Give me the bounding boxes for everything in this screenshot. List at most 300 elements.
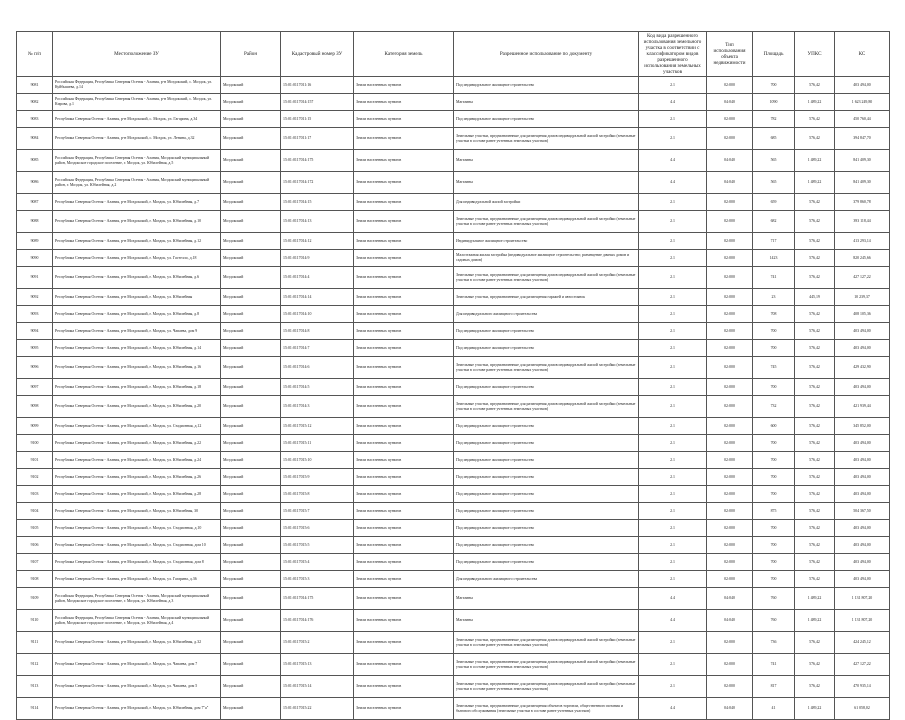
cell-district: Моздокский bbox=[221, 194, 281, 211]
cell-district: Моздокский bbox=[221, 150, 281, 172]
cell-location: Республика Северная Осетия - Алания, р-н Моздокский, г. Моздок, ул. Юбилейная, дом 7"а" bbox=[53, 698, 221, 720]
table-row bbox=[17, 306, 890, 323]
cell-district: Моздокский bbox=[221, 340, 281, 357]
cell-usage: Под индивидуальное жилищное строительство bbox=[454, 486, 639, 503]
cell-district: Моздокский bbox=[221, 676, 281, 698]
cell-type: 04:040 bbox=[707, 588, 753, 610]
cell-ks: 450 760,44 bbox=[835, 111, 890, 128]
cell-ks: 413 293,14 bbox=[835, 233, 890, 250]
cell-num: 9090 bbox=[17, 250, 53, 267]
cell-ks: 1 131 807,20 bbox=[835, 610, 890, 632]
cell-usage: Магазины bbox=[454, 172, 639, 194]
cell-category: Земли населенных пунктов bbox=[354, 94, 454, 111]
cell-area: 875 bbox=[753, 503, 795, 520]
cell-ks: 504 367,50 bbox=[835, 503, 890, 520]
cell-upks: 576,42 bbox=[795, 306, 835, 323]
cell-type: 02:000 bbox=[707, 571, 753, 588]
cell-category: Земли населенных пунктов bbox=[354, 676, 454, 698]
cell-cadastral: 15:01:0117014:13 bbox=[281, 211, 354, 233]
cell-ks: 403 494,00 bbox=[835, 554, 890, 571]
cell-district: Моздокский bbox=[221, 211, 281, 233]
cell-usage: Малоэтажная жилая застройка (индивидуальное жилищное строительство; размещение дачных домов и садовых домов) bbox=[454, 250, 639, 267]
cell-district: Моздокский bbox=[221, 128, 281, 150]
cell-category: Земли населенных пунктов bbox=[354, 632, 454, 654]
table-row bbox=[17, 194, 890, 211]
cell-location: Республика Северная Осетия - Алания, р-н Моздокский, г. Моздок, ул. Юбилейная, д.26 bbox=[53, 469, 221, 486]
cell-district: Моздокский bbox=[221, 654, 281, 676]
cell-type: 04:040 bbox=[707, 172, 753, 194]
cell-cadastral: 15:01:0117014:4 bbox=[281, 267, 354, 289]
cell-code: 2.1 bbox=[639, 357, 707, 379]
area-header: Площадь bbox=[753, 32, 795, 77]
cell-code: 2.1 bbox=[639, 486, 707, 503]
cell-type: 04:040 bbox=[707, 150, 753, 172]
table-row bbox=[17, 698, 890, 720]
cell-num: 9084 bbox=[17, 128, 53, 150]
cell-category: Земли населенных пунктов bbox=[354, 267, 454, 289]
cell-usage: Земельные участки, предназначенные для размещения гаражей и автостоянок bbox=[454, 289, 639, 306]
cell-area: 717 bbox=[753, 233, 795, 250]
cell-district: Моздокский bbox=[221, 233, 281, 250]
cell-area: 760 bbox=[753, 610, 795, 632]
cell-code: 4.4 bbox=[639, 698, 707, 720]
cell-code: 2.1 bbox=[639, 654, 707, 676]
cell-ks: 421 939,44 bbox=[835, 396, 890, 418]
cell-code: 2.1 bbox=[639, 111, 707, 128]
cadastral-header: Кадастровый номер ЗУ bbox=[281, 32, 354, 77]
cell-cadastral: 15:01:0117014:157 bbox=[281, 94, 354, 111]
table-row bbox=[17, 676, 890, 698]
code-header: Код вида разрешенного использования земельного участка в соответствии с классификатором видов разрешенного использования земельных участков bbox=[639, 32, 707, 77]
cell-usage: Земельные участки, предназначенные для размещения домов индивидуальной жилой застройки (земельные участки в составе ранее учтенных земельных участков) bbox=[454, 654, 639, 676]
cell-area: 741 bbox=[753, 267, 795, 289]
cell-code: 2.1 bbox=[639, 537, 707, 554]
cell-area: 741 bbox=[753, 654, 795, 676]
cell-type: 02:000 bbox=[707, 233, 753, 250]
cell-ks: 1 131 807,20 bbox=[835, 588, 890, 610]
cell-ks: 403 494,00 bbox=[835, 435, 890, 452]
cell-cadastral: 15:01:0117014:175 bbox=[281, 588, 354, 610]
table-row bbox=[17, 554, 890, 571]
cell-num: 9102 bbox=[17, 469, 53, 486]
cell-ks: 427 127,22 bbox=[835, 654, 890, 676]
cell-ks: 403 494,00 bbox=[835, 520, 890, 537]
cell-type: 02:000 bbox=[707, 267, 753, 289]
cell-upks: 1 489,22 bbox=[795, 588, 835, 610]
cell-code: 2.1 bbox=[639, 676, 707, 698]
cell-category: Земли населенных пунктов bbox=[354, 610, 454, 632]
table-row bbox=[17, 452, 890, 469]
cell-cadastral: 15:01:0117011:15 bbox=[281, 111, 354, 128]
cell-location: Республика Северная Осетия - Алания, р-н Моздокский, г. Моздок, ул. Гагарина, д.36 bbox=[53, 571, 221, 588]
cell-upks: 576,42 bbox=[795, 211, 835, 233]
cell-location: Республика Северная Осетия - Алания, р-н Моздокский, г. Моздок, ул. Юбилейная, д.20 bbox=[53, 396, 221, 418]
table-row bbox=[17, 111, 890, 128]
cell-usage: Для индивидуального жилищного строительства bbox=[454, 306, 639, 323]
cell-upks: 576,42 bbox=[795, 357, 835, 379]
cell-area: 1090 bbox=[753, 94, 795, 111]
cell-usage: Под индивидуальное жилищное строительство bbox=[454, 418, 639, 435]
cell-code: 4.4 bbox=[639, 172, 707, 194]
ks-header: КС bbox=[835, 32, 890, 77]
cell-area: 760 bbox=[753, 588, 795, 610]
cell-ks: 61 058,02 bbox=[835, 698, 890, 720]
cell-area: 700 bbox=[753, 486, 795, 503]
cell-type: 02:000 bbox=[707, 452, 753, 469]
location-header: Местоположение ЗУ bbox=[53, 32, 221, 77]
table-row bbox=[17, 486, 890, 503]
cell-area: 23 bbox=[753, 289, 795, 306]
cell-area: 685 bbox=[753, 128, 795, 150]
land-parcels-table bbox=[16, 31, 890, 720]
cell-upks: 576,42 bbox=[795, 486, 835, 503]
cell-location: Республика Северная Осетия - Алания, р-н Моздокский, г. Моздок, ул. Юбилейная, д.22 bbox=[53, 435, 221, 452]
cell-ks: 403 494,00 bbox=[835, 537, 890, 554]
cell-num: 9098 bbox=[17, 396, 53, 418]
cell-location: Республика Северная Осетия - Алания, р-н Моздокский, г. Моздок, ул. Юбилейная, д.14 bbox=[53, 340, 221, 357]
cell-num: 9112 bbox=[17, 654, 53, 676]
cell-type: 02:000 bbox=[707, 503, 753, 520]
cell-district: Моздокский bbox=[221, 323, 281, 340]
cell-category: Земли населенных пунктов bbox=[354, 172, 454, 194]
cell-upks: 576,42 bbox=[795, 418, 835, 435]
cell-usage: Под индивидуальное жилищное строительство bbox=[454, 537, 639, 554]
cell-cadastral: 15:01:0117015:5 bbox=[281, 537, 354, 554]
cell-usage: Земельные участки, предназначенные для размещения объектов торговли, общественного питания и бытового обслуживания (земельные участки в составе ранее учтенных участков) bbox=[454, 698, 639, 720]
table-row bbox=[17, 632, 890, 654]
cell-ks: 403 494,00 bbox=[835, 469, 890, 486]
cell-ks: 841 409,30 bbox=[835, 172, 890, 194]
cell-cadastral: 15:01:0117014:8 bbox=[281, 323, 354, 340]
cell-code: 4.4 bbox=[639, 150, 707, 172]
cell-num: 9113 bbox=[17, 676, 53, 698]
cell-area: 565 bbox=[753, 150, 795, 172]
cell-district: Моздокский bbox=[221, 306, 281, 323]
cell-num: 9107 bbox=[17, 554, 53, 571]
cell-location: Республика Северная Осетия - Алания, р-н Моздокский, г. Моздок, ул. Юбилейная, д.10 bbox=[53, 211, 221, 233]
table-body bbox=[17, 77, 890, 720]
cell-num: 9110 bbox=[17, 610, 53, 632]
cell-category: Земли населенных пунктов bbox=[354, 554, 454, 571]
cell-code: 2.1 bbox=[639, 211, 707, 233]
cell-code: 2.1 bbox=[639, 571, 707, 588]
cell-ks: 403 494,00 bbox=[835, 379, 890, 396]
cell-category: Земли населенных пунктов bbox=[354, 396, 454, 418]
cell-area: 700 bbox=[753, 537, 795, 554]
table-row bbox=[17, 233, 890, 250]
cell-num: 9095 bbox=[17, 340, 53, 357]
table-row bbox=[17, 340, 890, 357]
cell-upks: 1 489,22 bbox=[795, 698, 835, 720]
cell-location: Республика Северная Осетия - Алания, р-н Моздокский, г. Моздок, ул. Юбилейная, д.8 bbox=[53, 306, 221, 323]
cell-type: 02:000 bbox=[707, 537, 753, 554]
cell-location: Российская Федерация, Республика Северная Осетия - Алания, Моздокский муниципальный район, Моздокское городское поселение, г. Моздок, ул. Юбилейная, д.4 bbox=[53, 610, 221, 632]
cell-upks: 576,42 bbox=[795, 77, 835, 94]
cell-ks: 403 494,00 bbox=[835, 323, 890, 340]
cell-num: 9105 bbox=[17, 520, 53, 537]
category-header: Категория земель bbox=[354, 32, 454, 77]
cell-num: 9108 bbox=[17, 571, 53, 588]
cell-usage: Земельные участки, предназначенные для размещения домов индивидуальной жилой застройки (земельные участки в составе ранее учтенных земельных участков) bbox=[454, 632, 639, 654]
cell-usage: Магазины bbox=[454, 610, 639, 632]
cell-category: Земли населенных пунктов bbox=[354, 211, 454, 233]
cell-code: 2.1 bbox=[639, 469, 707, 486]
cell-category: Земли населенных пунктов bbox=[354, 233, 454, 250]
cell-location: Республика Северная Осетия - Алания, р-н Моздокский, г. Моздок, ул. Чапаева, дом 7 bbox=[53, 654, 221, 676]
table-row bbox=[17, 610, 890, 632]
cell-usage: Под индивидуальное жилищное строительство bbox=[454, 77, 639, 94]
cell-ks: 403 494,00 bbox=[835, 452, 890, 469]
cell-district: Моздокский bbox=[221, 610, 281, 632]
cell-upks: 576,42 bbox=[795, 520, 835, 537]
cell-num: 9085 bbox=[17, 150, 53, 172]
cell-upks: 1 489,22 bbox=[795, 94, 835, 111]
cell-cadastral: 15:01:0117015:6 bbox=[281, 520, 354, 537]
cell-category: Земли населенных пунктов bbox=[354, 520, 454, 537]
cell-area: 41 bbox=[753, 698, 795, 720]
cell-category: Земли населенных пунктов bbox=[354, 469, 454, 486]
cell-upks: 576,42 bbox=[795, 233, 835, 250]
cell-usage: Под индивидуальное жилищное строительство bbox=[454, 340, 639, 357]
cell-area: 1423 bbox=[753, 250, 795, 267]
cell-district: Моздокский bbox=[221, 418, 281, 435]
cell-code: 2.1 bbox=[639, 194, 707, 211]
cell-district: Моздокский bbox=[221, 520, 281, 537]
cell-upks: 576,42 bbox=[795, 111, 835, 128]
table-row bbox=[17, 323, 890, 340]
table-row bbox=[17, 250, 890, 267]
cell-upks: 576,42 bbox=[795, 435, 835, 452]
cell-num: 9092 bbox=[17, 289, 53, 306]
cell-area: 700 bbox=[753, 452, 795, 469]
cell-usage: Под индивидуальное жилищное строительство bbox=[454, 503, 639, 520]
cell-area: 700 bbox=[753, 571, 795, 588]
cell-type: 02:000 bbox=[707, 306, 753, 323]
cell-cadastral: 15:01:0117014:3 bbox=[281, 396, 354, 418]
cell-usage: Земельные участки, предназначенные для размещения домов индивидуальной жилой застройки (земельные участки в составе ранее учтенных земельных участков) bbox=[454, 128, 639, 150]
cell-num: 9081 bbox=[17, 77, 53, 94]
cell-cadastral: 15:01:0117014:9 bbox=[281, 250, 354, 267]
cell-num: 9087 bbox=[17, 194, 53, 211]
cell-upks: 576,42 bbox=[795, 128, 835, 150]
num-header: № п/п bbox=[17, 32, 53, 77]
cell-usage: Под индивидуальное жилищное строительство bbox=[454, 379, 639, 396]
cell-location: Республика Северная Осетия - Алания, р-н Моздокский, г. Моздок, ул. Юбилейная, д.12 bbox=[53, 233, 221, 250]
cell-category: Земли населенных пунктов bbox=[354, 150, 454, 172]
cell-ks: 408 105,36 bbox=[835, 306, 890, 323]
cell-location: Республика Северная Осетия - Алания, р-н Моздокский, г. Моздок, ул. Юбилейная, д.7 bbox=[53, 194, 221, 211]
cell-type: 04:040 bbox=[707, 698, 753, 720]
cell-ks: 393 118,44 bbox=[835, 211, 890, 233]
cell-cadastral: 15:01:0117015:9 bbox=[281, 469, 354, 486]
cell-ks: 10 239,37 bbox=[835, 289, 890, 306]
cell-area: 745 bbox=[753, 357, 795, 379]
cell-num: 9086 bbox=[17, 172, 53, 194]
cell-upks: 576,42 bbox=[795, 396, 835, 418]
cell-usage: Магазины bbox=[454, 150, 639, 172]
cell-cadastral: 15:01:0117015:3 bbox=[281, 571, 354, 588]
cell-district: Моздокский bbox=[221, 77, 281, 94]
cell-location: Республика Северная Осетия - Алания, р-н Моздокский, г. Моздок, ул. Юбилейная, д.18 bbox=[53, 379, 221, 396]
cell-upks: 576,42 bbox=[795, 323, 835, 340]
cell-upks: 576,42 bbox=[795, 503, 835, 520]
cell-num: 9114 bbox=[17, 698, 53, 720]
cell-location: Республика Северная Осетия - Алания, р-н Моздокский, г. Моздок, ул. Юбилейная, д.6 bbox=[53, 267, 221, 289]
cell-upks: 576,42 bbox=[795, 452, 835, 469]
table-row bbox=[17, 267, 890, 289]
cell-area: 736 bbox=[753, 632, 795, 654]
cell-cadastral: 15:01:0117014:14 bbox=[281, 289, 354, 306]
document-sheet bbox=[16, 31, 889, 720]
cell-location: Российская Федерация, Республика Северная Осетия - Алания, Моздокский муниципальный район, Моздокское городское поселение, г. Моздок, ул. Юбилейная, д.3 bbox=[53, 588, 221, 610]
cell-area: 732 bbox=[753, 396, 795, 418]
cell-ks: 379 860,78 bbox=[835, 194, 890, 211]
district-header: Район bbox=[221, 32, 281, 77]
cell-ks: 403 494,00 bbox=[835, 486, 890, 503]
cell-type: 02:000 bbox=[707, 469, 753, 486]
cell-type: 02:000 bbox=[707, 211, 753, 233]
cell-category: Земли населенных пунктов bbox=[354, 128, 454, 150]
cell-category: Земли населенных пунктов bbox=[354, 486, 454, 503]
cell-upks: 1 489,22 bbox=[795, 172, 835, 194]
cell-upks: 576,42 bbox=[795, 267, 835, 289]
cell-code: 2.1 bbox=[639, 435, 707, 452]
table-row bbox=[17, 396, 890, 418]
cell-district: Моздокский bbox=[221, 588, 281, 610]
cell-area: 782 bbox=[753, 111, 795, 128]
cell-usage: Земельные участки, предназначенные для размещения домов индивидуальной жилой застройки (земельные участки в составе ранее учтенных земельных участков) bbox=[454, 267, 639, 289]
cell-area: 659 bbox=[753, 194, 795, 211]
cell-category: Земли населенных пунктов bbox=[354, 537, 454, 554]
cell-ks: 403 494,00 bbox=[835, 77, 890, 94]
table-row bbox=[17, 537, 890, 554]
table-row bbox=[17, 435, 890, 452]
cell-code: 2.1 bbox=[639, 503, 707, 520]
cell-area: 700 bbox=[753, 340, 795, 357]
cell-code: 2.1 bbox=[639, 128, 707, 150]
cell-upks: 576,42 bbox=[795, 632, 835, 654]
cell-category: Земли населенных пунктов bbox=[354, 698, 454, 720]
cell-type: 02:000 bbox=[707, 128, 753, 150]
type-header: Тип использования объекта недвижимости bbox=[707, 32, 753, 77]
cell-usage: Магазины bbox=[454, 588, 639, 610]
cell-category: Земли населенных пунктов bbox=[354, 654, 454, 676]
cell-cadastral: 15:01:0117014:176 bbox=[281, 610, 354, 632]
cell-district: Моздокский bbox=[221, 172, 281, 194]
cell-usage: Под индивидуальное жилищное строительство bbox=[454, 520, 639, 537]
cell-usage: Магазины bbox=[454, 94, 639, 111]
cell-location: Республика Северная Осетия - Алания, р-н Моздокский, г. Моздок, ул. Юбилейная bbox=[53, 289, 221, 306]
cell-usage: Земельные участки, предназначенные для размещения домов индивидуальной жилой застройки (земельные участки в составе ранее учтенных земельных участков) bbox=[454, 357, 639, 379]
cell-cadastral: 15:01:0117014:5 bbox=[281, 379, 354, 396]
table-row bbox=[17, 357, 890, 379]
cell-district: Моздокский bbox=[221, 94, 281, 111]
cell-ks: 427 127,22 bbox=[835, 267, 890, 289]
cell-area: 708 bbox=[753, 306, 795, 323]
cell-code: 4.4 bbox=[639, 610, 707, 632]
cell-usage: Под индивидуальное жилищное строительство bbox=[454, 452, 639, 469]
cell-area: 700 bbox=[753, 77, 795, 94]
cell-location: Республика Северная Осетия - Алания, р-н Моздокский, г. Моздок, ул. Стадионная, д.10 bbox=[53, 520, 221, 537]
cell-district: Моздокский bbox=[221, 554, 281, 571]
table-row bbox=[17, 503, 890, 520]
cell-code: 2.1 bbox=[639, 452, 707, 469]
cell-area: 700 bbox=[753, 469, 795, 486]
cell-type: 02:000 bbox=[707, 632, 753, 654]
usage-header: Разрешенное использование по документу bbox=[454, 32, 639, 77]
cell-type: 02:000 bbox=[707, 554, 753, 571]
cell-type: 02:000 bbox=[707, 654, 753, 676]
cell-cadastral: 15:01:0117014:172 bbox=[281, 172, 354, 194]
cell-upks: 445,19 bbox=[795, 289, 835, 306]
cell-upks: 576,42 bbox=[795, 469, 835, 486]
table-row bbox=[17, 77, 890, 94]
cell-upks: 576,42 bbox=[795, 340, 835, 357]
cell-code: 2.1 bbox=[639, 233, 707, 250]
cell-upks: 576,42 bbox=[795, 250, 835, 267]
upks-header: УПКС bbox=[795, 32, 835, 77]
cell-category: Земли населенных пунктов bbox=[354, 340, 454, 357]
cell-category: Земли населенных пунктов bbox=[354, 571, 454, 588]
cell-num: 9089 bbox=[17, 233, 53, 250]
cell-location: Республика Северная Осетия - Алания, р-н Моздокский, г. Моздок, ул. Чапаева, дом 5 bbox=[53, 676, 221, 698]
cell-usage: Под индивидуальное жилищное строительство bbox=[454, 435, 639, 452]
cell-cadastral: 15:01:0117015:22 bbox=[281, 698, 354, 720]
cell-location: Российская Федерация, Республика Северная Осетия - Алания, р-н Моздокский, с. Моздок, ул. Куйбышева, д.14 bbox=[53, 77, 221, 94]
table-row bbox=[17, 654, 890, 676]
cell-ks: 1 623 249,80 bbox=[835, 94, 890, 111]
cell-district: Моздокский bbox=[221, 250, 281, 267]
cell-cadastral: 15:01:0117015:2 bbox=[281, 632, 354, 654]
cell-ks: 394 847,70 bbox=[835, 128, 890, 150]
cell-type: 02:000 bbox=[707, 250, 753, 267]
cell-upks: 576,42 bbox=[795, 194, 835, 211]
cell-area: 700 bbox=[753, 520, 795, 537]
cell-code: 2.1 bbox=[639, 554, 707, 571]
cell-location: Республика Северная Осетия - Алания, р-н Моздокский, г. Моздок, ул. Стадионная, д.12 bbox=[53, 418, 221, 435]
cell-usage: Под индивидуальное жилищное строительство bbox=[454, 554, 639, 571]
cell-category: Земли населенных пунктов bbox=[354, 452, 454, 469]
cell-code: 2.1 bbox=[639, 323, 707, 340]
cell-cadastral: 15:01:0117015:10 bbox=[281, 452, 354, 469]
cell-category: Земли населенных пунктов bbox=[354, 289, 454, 306]
cell-category: Земли населенных пунктов bbox=[354, 77, 454, 94]
cell-usage: Под индивидуальное жилищное строительство bbox=[454, 469, 639, 486]
cell-type: 02:000 bbox=[707, 676, 753, 698]
cell-usage: Под индивидуальное жилищное строительство bbox=[454, 323, 639, 340]
cell-upks: 1 489,22 bbox=[795, 150, 835, 172]
cell-code: 2.1 bbox=[639, 418, 707, 435]
cell-code: 4.4 bbox=[639, 94, 707, 111]
cell-code: 2.1 bbox=[639, 632, 707, 654]
cell-location: Российская Федерация, Республика Северная Осетия - Алания, Моздокский муниципальный район, Моздокское городское поселение, г. Моздок, ул. Юбилейная, д.5 bbox=[53, 150, 221, 172]
cell-location: Республика Северная Осетия - Алания, р-н Моздокский, г. Моздок, ул. Стадионная, дом 8 bbox=[53, 554, 221, 571]
cell-cadastral: 15:01:0117011:16 bbox=[281, 77, 354, 94]
cell-upks: 576,42 bbox=[795, 537, 835, 554]
cell-district: Моздокский bbox=[221, 632, 281, 654]
cell-type: 04:040 bbox=[707, 94, 753, 111]
cell-area: 700 bbox=[753, 435, 795, 452]
cell-district: Моздокский bbox=[221, 486, 281, 503]
cell-district: Моздокский bbox=[221, 698, 281, 720]
cell-type: 02:000 bbox=[707, 435, 753, 452]
cell-location: Республика Северная Осетия - Алания, р-н Моздокский, г. Моздок, ул. Чапаева, дом 9 bbox=[53, 323, 221, 340]
table-row bbox=[17, 150, 890, 172]
cell-district: Моздокский bbox=[221, 571, 281, 588]
cell-district: Моздокский bbox=[221, 396, 281, 418]
cell-upks: 576,42 bbox=[795, 554, 835, 571]
cell-location: Российская Федерация, Республика Северная Осетия - Алания, Моздокский муниципальный район, г. Моздок, ул. Юбилейная, д.2 bbox=[53, 172, 221, 194]
